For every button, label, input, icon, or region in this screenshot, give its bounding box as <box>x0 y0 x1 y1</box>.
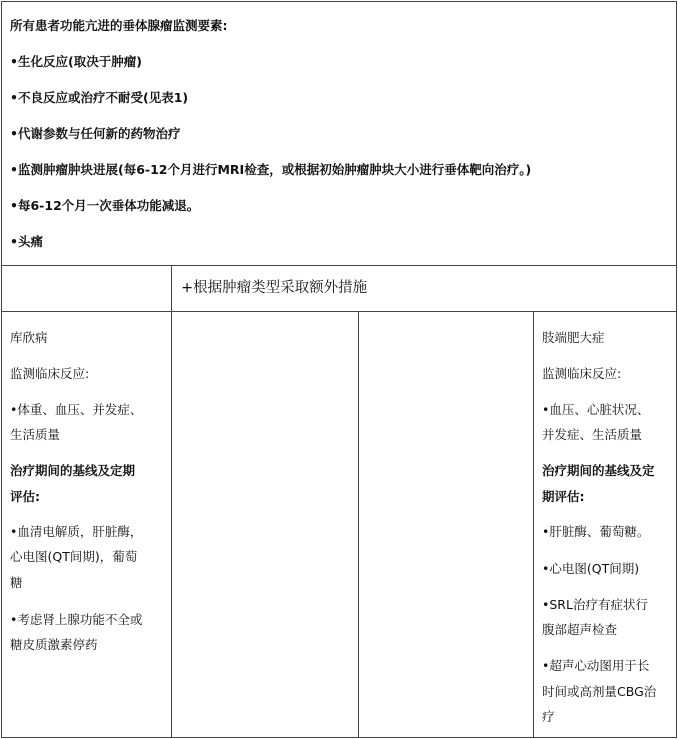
acro-eval-item3-line2: 腹部超声检查 <box>542 622 618 637</box>
top-item-6: •头痛 <box>10 234 43 249</box>
acro-monitor-item-line1: •血压、心脏状况、 <box>542 402 650 417</box>
acro-eval-label-line1: 治疗期间的基线及定 <box>542 463 655 478</box>
empty-cell-2 <box>171 311 359 738</box>
top-item-3: •代谢参数与任何新的药物治疗 <box>10 126 181 141</box>
acro-monitor-item-line2: 并发症、生活质量 <box>542 427 643 442</box>
cushing-title: 库欣病 <box>10 330 48 345</box>
top-item-4: •监测肿瘤肿块进展(每6-12个月进行MRI检查，或根据初始肿瘤肿块大小进行垂体靶向治疗。) <box>10 162 532 177</box>
top-item-2: •不良反应或治疗不耐受(见表1) <box>10 90 189 105</box>
top-item-1: •生化反应(取决于肿瘤) <box>10 54 142 69</box>
acro-eval-item1-line1: •肝脏酶、葡萄糖。 <box>542 524 650 539</box>
cushing-eval-item1-line1: •血清电解质，肝脏酶， <box>10 524 143 539</box>
acro-eval-item3-line1: •SRL治疗有症状行 <box>542 597 648 612</box>
acro-eval-item4-line1: •超声心动图用于长 <box>542 658 650 673</box>
cushing-eval-label-line2: 评估: <box>10 489 40 504</box>
cushing-monitor-item-line2: 生活质量 <box>10 427 61 442</box>
top-heading: 所有患者功能亢进的垂体腺瘤监测要素: <box>10 18 228 33</box>
cushing-eval-item1-line3: 糖 <box>10 575 23 590</box>
acro-eval-label-line2: 期评估: <box>542 489 585 504</box>
empty-cell-3 <box>358 311 534 738</box>
acro-monitor-label: 监测临床反应: <box>542 366 622 381</box>
cushing-monitor-item-line1: •体重、血压、并发症、 <box>10 402 143 417</box>
cushing-eval-label-line1: 治疗期间的基线及定期 <box>10 463 136 478</box>
cushing-eval-item2-line1: •考虑肾上腺功能不全或 <box>10 612 143 627</box>
top-item-5: •每6-12个月一次垂体功能减退。 <box>10 198 200 213</box>
subheader-text: +根据肿瘤类型采取额外措施 <box>181 280 368 296</box>
cushing-eval-item1-line2: 心电图(QT间期)，葡萄 <box>10 549 138 564</box>
acro-title: 肢端肥大症 <box>542 330 605 345</box>
acro-eval-item4-line3: 疗 <box>542 709 555 724</box>
cushing-monitor-label: 监测临床反应: <box>10 366 90 381</box>
acro-eval-item2-line1: •心电图(QT间期) <box>542 561 640 576</box>
acro-eval-item4-line2: 时间或高剂量CBG治 <box>542 684 657 699</box>
cushing-eval-item2-line2: 糖皮质激素停药 <box>10 637 98 652</box>
subheader-left-cell <box>1 265 172 312</box>
